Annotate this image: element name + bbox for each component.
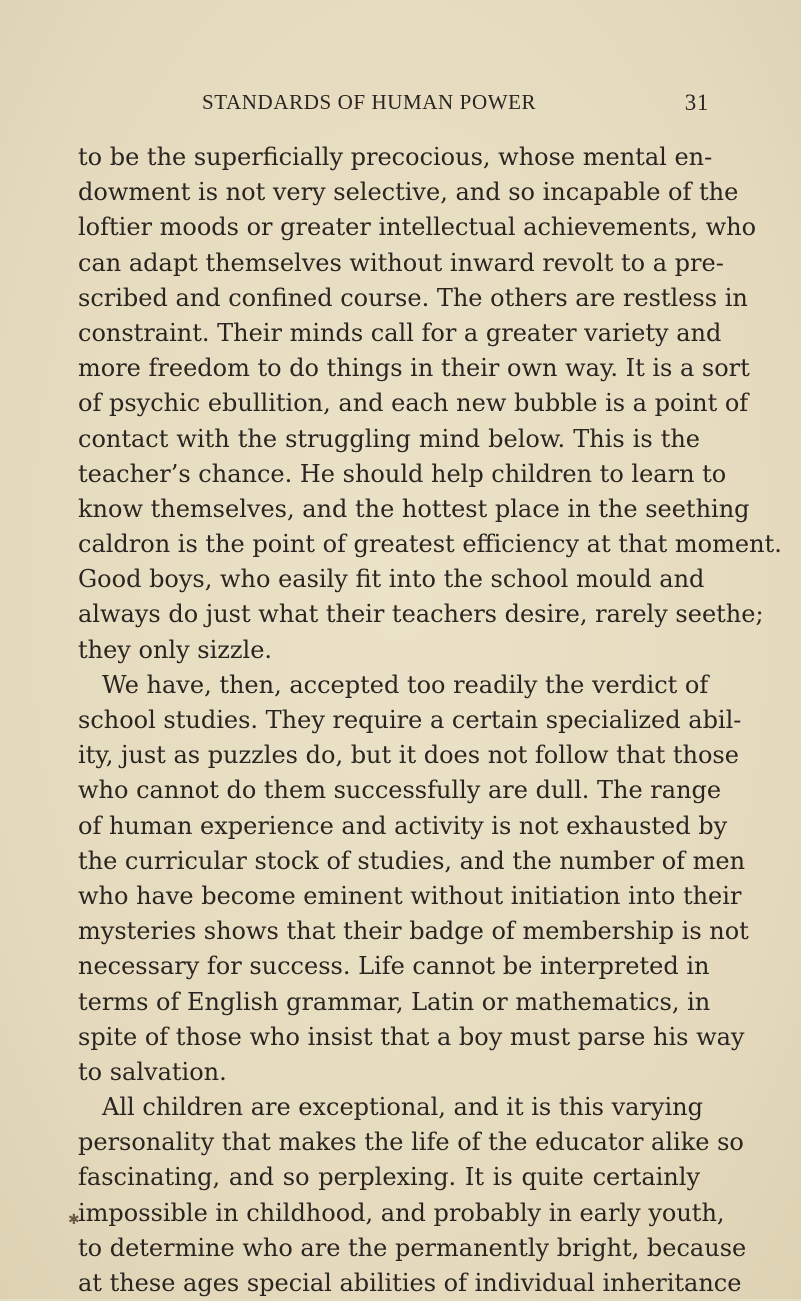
printer-mark: ✱: [68, 1212, 80, 1228]
text-line: scribed and confined course. The others are restless in: [78, 283, 748, 312]
text-line: who have become eminent without initiation into their: [78, 881, 742, 910]
text-line: can adapt themselves without inward revolt to a pre-: [78, 248, 724, 277]
text-line: impossible in childhood, and probably in early youth,: [78, 1198, 725, 1227]
text-line: know themselves, and the hottest place in the seething: [78, 494, 750, 523]
text-line: of human experience and activity is not exhausted by: [78, 811, 728, 840]
text-line: loftier moods or greater intellectual achievements, who: [78, 213, 757, 242]
text-line: to be the superficially precocious, whose mental en-: [78, 143, 713, 171]
text-line: necessary for success. Life cannot be interpreted in: [78, 952, 710, 981]
page-number: 31: [684, 90, 709, 115]
running-header: [78, 90, 718, 116]
text-line: spite of those who insist that a boy must parse his way: [78, 1022, 745, 1051]
text-line: fascinating, and so perplexing. It is quite certainly: [78, 1163, 700, 1192]
text-line: We have, then, accepted too readily the verdict of: [102, 670, 709, 699]
text-line: terms of English grammar, Latin or mathematics, in: [78, 987, 711, 1016]
text-line: constraint. Their minds call for a greater variety and: [78, 318, 722, 347]
text-line: the curricular stock of studies, and the number of men: [78, 846, 746, 875]
text-line: teacher’s chance. He should help children to learn to: [78, 459, 727, 488]
text-line: ity, just as puzzles do, but it does not follow that those: [78, 741, 739, 770]
body-text: [78, 140, 782, 1301]
text-line: mysteries shows that their badge of membership is not: [78, 917, 749, 946]
text-line: dowment is not very selective, and so incapable of the: [78, 178, 739, 207]
text-line: Good boys, who easily fit into the school mould and: [78, 565, 705, 594]
text-line: of psychic ebullition, and each new bubble is a point of: [78, 389, 749, 418]
text-line: personality that makes the life of the educator alike so: [78, 1128, 744, 1157]
text-line: to determine who are the permanently bright, because: [78, 1233, 747, 1262]
text-line: always do just what their teachers desire, rarely seethe;: [78, 600, 764, 629]
text-line: who cannot do them successfully are dull. The range: [78, 776, 722, 805]
text-line: All children are exceptional, and it is this varying: [102, 1093, 703, 1122]
text-line: at these ages special abilities of individual inheritance: [78, 1269, 742, 1297]
text-line: more freedom to do things in their own way. It is a sort: [78, 354, 750, 383]
text-line: contact with the struggling mind below. This is the: [78, 424, 700, 453]
text-line: to salvation.: [78, 1057, 227, 1086]
running-title: STANDARDS OF HUMAN POWER: [202, 90, 537, 114]
text-line: caldron is the point of greatest efficiency at that moment.: [78, 530, 782, 559]
text-line: school studies. They require a certain specialized abil-: [78, 706, 742, 734]
text-line: they only sizzle.: [78, 635, 273, 664]
